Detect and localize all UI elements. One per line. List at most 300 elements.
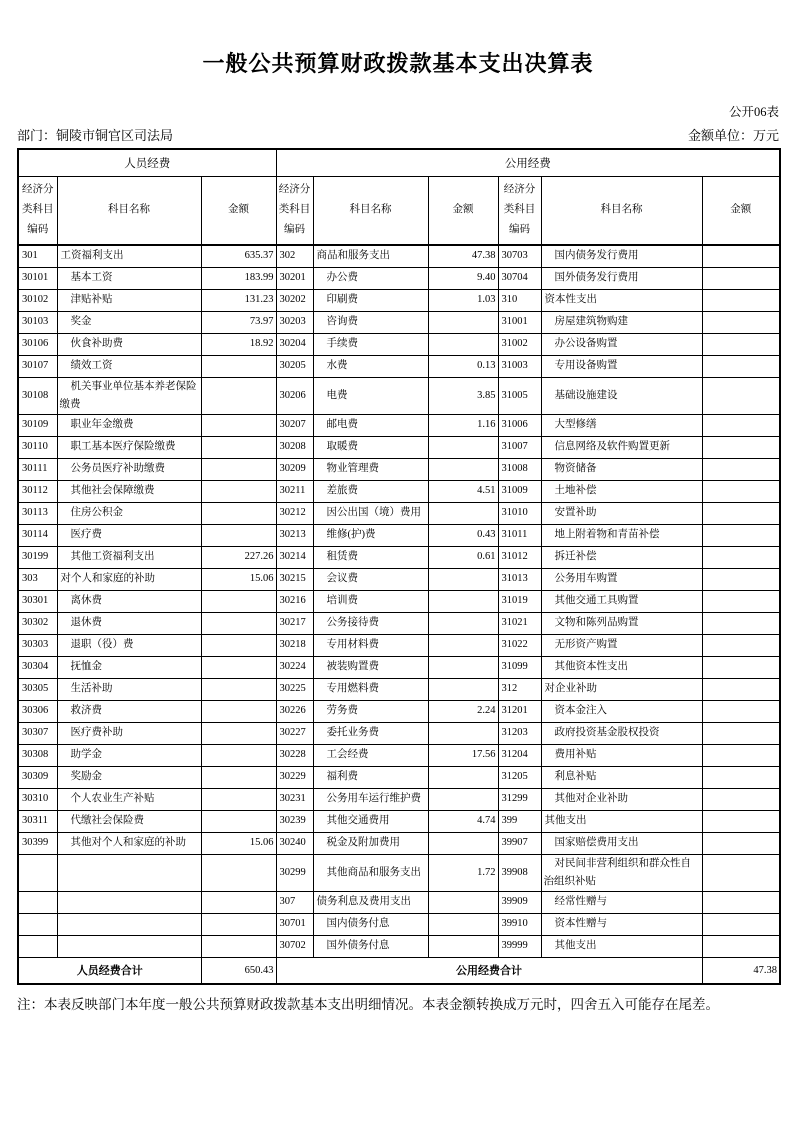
cell-amount [702,480,780,502]
cell-code: 30101 [18,267,57,289]
cell-amount: 1.72 [428,854,498,891]
cell-amount [201,612,276,634]
cell-name: 奖励金 [57,766,201,788]
cell-code: 30213 [276,524,313,546]
col-header-code: 经济分类科目编码 [498,176,541,245]
cell-amount: 17.56 [428,744,498,766]
table-row [18,524,780,546]
cell-name: 机关事业单位基本养老保险缴费 [57,377,201,414]
cell-code: 30109 [18,414,57,436]
cell-amount [428,612,498,634]
cell-amount [702,810,780,832]
cell-code: 31001 [498,311,541,333]
cell-code: 31002 [498,333,541,355]
cell-name: 资本性支出 [541,289,702,311]
cell-amount [428,766,498,788]
cell-code: 31005 [498,377,541,414]
cell-name: 公务用车购置 [541,568,702,590]
cell-code: 30303 [18,634,57,656]
cell-amount [428,333,498,355]
cell-amount: 73.97 [201,311,276,333]
cell-code: 31299 [498,788,541,810]
cell-code: 30215 [276,568,313,590]
cell-code: 30399 [18,832,57,854]
cell-name: 大型修缮 [541,414,702,436]
cell-name: 对企业补助 [541,678,702,700]
cell-name: 专用设备购置 [541,355,702,377]
personnel-total-amount: 650.43 [201,957,276,984]
cell-amount [702,700,780,722]
cell-amount: 0.13 [428,355,498,377]
cell-amount [201,458,276,480]
cell-amount [702,766,780,788]
group-header-public: 公用经费 [276,149,780,176]
table-row [18,700,780,722]
cell-code: 30301 [18,590,57,612]
table-body [18,245,780,957]
cell-amount [702,311,780,333]
cell-amount [702,267,780,289]
cell-code: 30111 [18,458,57,480]
cell-name: 国内债务付息 [313,913,428,935]
cell-name: 工会经费 [313,744,428,766]
cell-code: 399 [498,810,541,832]
cell-code: 30114 [18,524,57,546]
cell-name: 绩效工资 [57,355,201,377]
cell-name: 其他交通工具购置 [541,590,702,612]
table-row [18,891,780,913]
cell-amount [702,377,780,414]
cell-amount [428,436,498,458]
cell-code: 30102 [18,289,57,311]
cell-code: 301 [18,245,57,267]
cell-amount [201,355,276,377]
cell-code: 30208 [276,436,313,458]
cell-code: 30202 [276,289,313,311]
table-row [18,546,780,568]
cell-code: 30308 [18,744,57,766]
cell-name: 会议费 [313,568,428,590]
cell-name: 代缴社会保险费 [57,810,201,832]
table-row [18,766,780,788]
cell-code: 310 [498,289,541,311]
cell-amount [201,722,276,744]
cell-name: 国外债务发行费用 [541,267,702,289]
cell-code: 39907 [498,832,541,854]
cell-code: 31021 [498,612,541,634]
table-row [18,788,780,810]
table-row [18,634,780,656]
cell-code: 30226 [276,700,313,722]
cell-name: 基础设施建设 [541,377,702,414]
cell-amount: 1.16 [428,414,498,436]
cell-name: 取暖费 [313,436,428,458]
department-label: 部门：铜陵市铜官区司法局 [17,128,174,143]
cell-code: 30110 [18,436,57,458]
cell-name: 租赁费 [313,546,428,568]
col-header-amount: 金额 [702,176,780,245]
cell-name: 专用燃料费 [313,678,428,700]
cell-amount: 47.38 [428,245,498,267]
cell-name: 住房公积金 [57,502,201,524]
table-row [18,722,780,744]
cell-name: 信息网络及软件购置更新 [541,436,702,458]
cell-code: 30231 [276,788,313,810]
cell-name: 其他交通费用 [313,810,428,832]
cell-code: 30217 [276,612,313,634]
cell-code: 31201 [498,700,541,722]
cell-name: 基本工资 [57,267,201,289]
cell-name: 电费 [313,377,428,414]
page-title: 一般公共预算财政拨款基本支出决算表 [202,51,594,76]
table-row [18,935,780,957]
cell-code: 30199 [18,546,57,568]
cell-name: 土地补偿 [541,480,702,502]
cell-code: 307 [276,891,313,913]
cell-amount: 18.92 [201,333,276,355]
public-total-amount: 47.38 [702,957,780,984]
cell-code: 31006 [498,414,541,436]
cell-code: 30702 [276,935,313,957]
cell-code: 30302 [18,612,57,634]
cell-name: 退职（役）费 [57,634,201,656]
cell-code: 31003 [498,355,541,377]
cell-amount [702,935,780,957]
cell-code: 30704 [498,267,541,289]
cell-name: 维修(护)费 [313,524,428,546]
group-header-row [18,149,780,176]
cell-code: 30201 [276,267,313,289]
table-row [18,355,780,377]
cell-code: 30206 [276,377,313,414]
cell-amount [201,935,276,957]
cell-code: 39909 [498,891,541,913]
group-header-personnel: 人员经费 [18,149,276,176]
cell-code: 30106 [18,333,57,355]
cell-name: 物资储备 [541,458,702,480]
cell-amount [702,289,780,311]
cell-amount [702,656,780,678]
cell-name: 商品和服务支出 [313,245,428,267]
table-row [18,590,780,612]
cell-amount: 3.85 [428,377,498,414]
table-row [18,854,780,891]
cell-name: 委托业务费 [313,722,428,744]
cell-name: 其他对个人和家庭的补助 [57,832,201,854]
table-row [18,414,780,436]
cell-amount [702,355,780,377]
cell-name: 其他支出 [541,935,702,957]
cell-code: 30703 [498,245,541,267]
cell-name: 助学金 [57,744,201,766]
cell-name: 其他资本性支出 [541,656,702,678]
table-row [18,502,780,524]
cell-name: 税金及附加费用 [313,832,428,854]
cell-code: 30211 [276,480,313,502]
cell-code: 30701 [276,913,313,935]
cell-amount [702,891,780,913]
table-row [18,289,780,311]
cell-name: 国外债务付息 [313,935,428,957]
cell-name: 因公出国（境）费用 [313,502,428,524]
cell-code: 30240 [276,832,313,854]
cell-amount [428,634,498,656]
table-row [18,568,780,590]
cell-amount [428,502,498,524]
cell-amount: 635.37 [201,245,276,267]
cell-code: 31099 [498,656,541,678]
cell-amount: 15.06 [201,568,276,590]
cell-code: 30108 [18,377,57,414]
cell-amount [428,722,498,744]
cell-code: 30304 [18,656,57,678]
cell-amount [428,458,498,480]
cell-code: 30112 [18,480,57,502]
cell-name: 工资福利支出 [57,245,201,267]
cell-name: 咨询费 [313,311,428,333]
cell-amount [201,524,276,546]
cell-amount [201,700,276,722]
cell-name: 安置补助 [541,502,702,524]
cell-name: 公务接待费 [313,612,428,634]
cell-code: 30228 [276,744,313,766]
table-row [18,678,780,700]
cell-name [57,913,201,935]
cell-name: 医疗费 [57,524,201,546]
cell-amount: 0.61 [428,546,498,568]
table-row [18,612,780,634]
table-row [18,832,780,854]
table-row [18,913,780,935]
cell-name: 邮电费 [313,414,428,436]
col-header-code: 经济分类科目编码 [18,176,57,245]
cell-name: 抚恤金 [57,656,201,678]
cell-code: 30229 [276,766,313,788]
cell-code: 30209 [276,458,313,480]
table-row [18,377,780,414]
cell-name: 费用补贴 [541,744,702,766]
col-header-name: 科目名称 [313,176,428,245]
public-total-label: 公用经费合计 [276,957,702,984]
cell-name: 奖金 [57,311,201,333]
cell-name: 物业管理费 [313,458,428,480]
cell-amount: 0.43 [428,524,498,546]
table-row [18,436,780,458]
cell-amount [702,546,780,568]
cell-code: 30103 [18,311,57,333]
cell-code: 30310 [18,788,57,810]
cell-amount: 183.99 [201,267,276,289]
cell-name: 其他社会保障缴费 [57,480,201,502]
cell-amount [702,744,780,766]
cell-amount [702,458,780,480]
table-row [18,311,780,333]
cell-code: 30305 [18,678,57,700]
cell-name [57,935,201,957]
cell-name: 救济费 [57,700,201,722]
cell-amount [428,656,498,678]
cell-amount [702,245,780,267]
cell-name: 房屋建筑物购建 [541,311,702,333]
cell-amount [702,913,780,935]
cell-name: 培训费 [313,590,428,612]
cell-code: 31203 [498,722,541,744]
cell-code: 30225 [276,678,313,700]
cell-amount [201,502,276,524]
cell-code: 31204 [498,744,541,766]
cell-name: 地上附着物和青苗补偿 [541,524,702,546]
table-row [18,458,780,480]
cell-amount [201,891,276,913]
cell-name: 文物和陈列品购置 [541,612,702,634]
cell-amount [428,832,498,854]
cell-code [18,891,57,913]
cell-code: 30239 [276,810,313,832]
cell-name: 国家赔偿费用支出 [541,832,702,854]
cell-name: 国内债务发行费用 [541,245,702,267]
cell-name: 其他工资福利支出 [57,546,201,568]
cell-code: 30214 [276,546,313,568]
cell-name: 拆迁补偿 [541,546,702,568]
cell-name: 伙食补助费 [57,333,201,355]
col-header-name: 科目名称 [57,176,201,245]
cell-amount: 4.74 [428,810,498,832]
cell-amount [201,480,276,502]
cell-code: 31205 [498,766,541,788]
cell-amount [702,722,780,744]
cell-name: 其他支出 [541,810,702,832]
cell-amount [702,524,780,546]
cell-code: 30216 [276,590,313,612]
cell-code: 303 [18,568,57,590]
cell-amount [201,656,276,678]
budget-table [17,148,781,985]
cell-amount [428,788,498,810]
table-row [18,656,780,678]
table-row [18,267,780,289]
cell-amount [201,854,276,891]
cell-amount: 15.06 [201,832,276,854]
cell-code [18,935,57,957]
table-row [18,744,780,766]
cell-amount [702,333,780,355]
cell-code: 30203 [276,311,313,333]
cell-code: 39908 [498,854,541,891]
cell-amount [201,913,276,935]
cell-name: 无形资产购置 [541,634,702,656]
cell-name: 津贴补贴 [57,289,201,311]
cell-code: 30307 [18,722,57,744]
cell-amount: 2.24 [428,700,498,722]
cell-name: 其他商品和服务支出 [313,854,428,891]
cell-code: 31019 [498,590,541,612]
cell-code: 39999 [498,935,541,957]
cell-amount [702,414,780,436]
personnel-total-label: 人员经费合计 [18,957,201,984]
cell-name: 职业年金缴费 [57,414,201,436]
cell-amount [201,590,276,612]
cell-amount [201,377,276,414]
cell-name: 医疗费补助 [57,722,201,744]
table-code-label: 公开06表 [728,105,779,119]
cell-amount [201,678,276,700]
cell-code: 39910 [498,913,541,935]
col-header-name: 科目名称 [541,176,702,245]
unit-label: 金额单位：万元 [687,128,779,143]
cell-name: 对个人和家庭的补助 [57,568,201,590]
cell-code: 31022 [498,634,541,656]
footnote: 注：本表反映部门本年度一般公共预算财政拨款基本支出明细情况。本表金额转换成万元时，四舍五入可能存在尾差。 [17,997,719,1012]
cell-name: 退休费 [57,612,201,634]
cell-code: 30311 [18,810,57,832]
cell-amount [702,612,780,634]
cell-amount [702,436,780,458]
cell-code: 30113 [18,502,57,524]
cell-code: 30306 [18,700,57,722]
meta-row [17,125,779,144]
cell-code: 31013 [498,568,541,590]
cell-amount: 9.40 [428,267,498,289]
cell-name: 劳务费 [313,700,428,722]
cell-name [57,854,201,891]
cell-amount: 131.23 [201,289,276,311]
cell-name: 印刷费 [313,289,428,311]
cell-name: 利息补贴 [541,766,702,788]
cell-name: 公务用车运行维护费 [313,788,428,810]
cell-code: 31007 [498,436,541,458]
cell-name: 职工基本医疗保险缴费 [57,436,201,458]
cell-amount [201,744,276,766]
cell-code: 30107 [18,355,57,377]
cell-name: 福利费 [313,766,428,788]
cell-amount [702,832,780,854]
cell-name: 办公费 [313,267,428,289]
cell-name: 公务员医疗补助缴费 [57,458,201,480]
column-header-row [18,176,780,245]
cell-amount [428,935,498,957]
table-row [18,245,780,267]
cell-name: 被装购置费 [313,656,428,678]
cell-name: 个人农业生产补贴 [57,788,201,810]
col-header-amount: 金额 [428,176,498,245]
col-header-code: 经济分类科目编码 [276,176,313,245]
cell-name: 对民间非营利组织和群众性自治组织补贴 [541,854,702,891]
cell-code: 30205 [276,355,313,377]
cell-amount: 1.03 [428,289,498,311]
cell-name: 专用材料费 [313,634,428,656]
cell-code [18,913,57,935]
cell-name: 手续费 [313,333,428,355]
cell-name: 办公设备购置 [541,333,702,355]
cell-code: 31008 [498,458,541,480]
cell-code: 30204 [276,333,313,355]
cell-code [18,854,57,891]
cell-code: 31009 [498,480,541,502]
table-row [18,333,780,355]
cell-amount [201,634,276,656]
cell-name: 政府投资基金股权投资 [541,722,702,744]
cell-amount [201,414,276,436]
cell-amount [428,891,498,913]
cell-name: 生活补助 [57,678,201,700]
cell-amount [702,634,780,656]
cell-amount [201,788,276,810]
cell-name: 资本性赠与 [541,913,702,935]
cell-code: 302 [276,245,313,267]
table-row [18,480,780,502]
cell-amount [428,678,498,700]
cell-amount: 227.26 [201,546,276,568]
